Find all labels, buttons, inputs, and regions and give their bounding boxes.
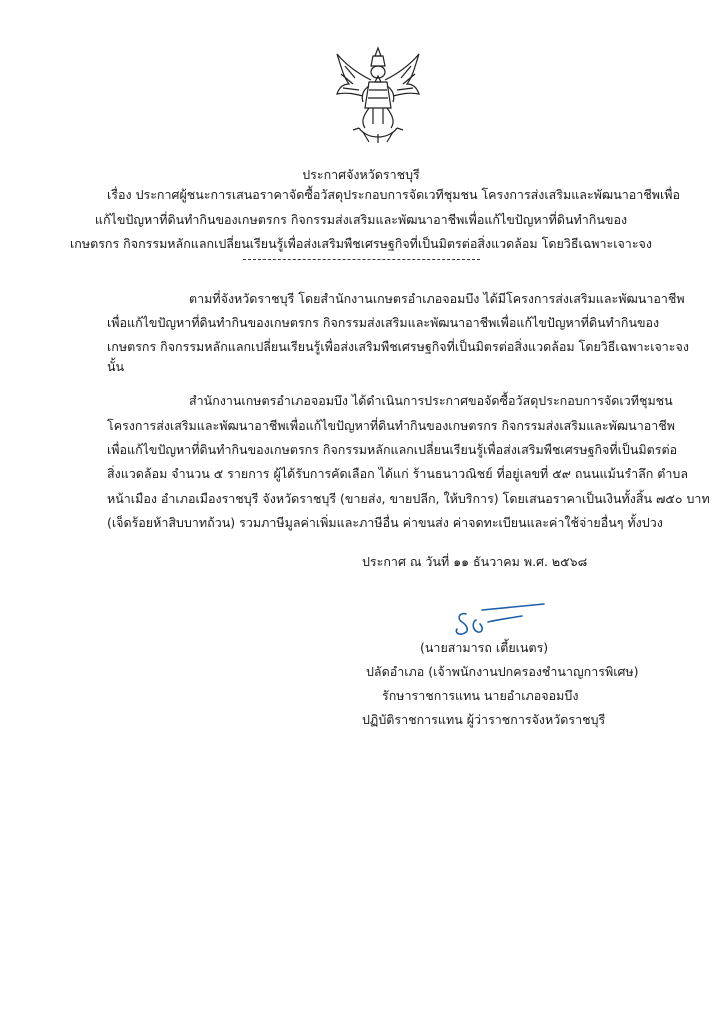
header-separator (243, 259, 480, 260)
signer-on-behalf: ปฏิบัติราชการแทน ผู้ว่าราชการจังหวัดราชบุรี (362, 712, 606, 727)
subject-line-1: เรื่อง ประกาศผู้ชนะการเสนอราคาจัดซื้อวัสดุประกอบการจัดเวทีชุมชน โครงการส่งเสริมและพัฒนาอาชีพเพื่อ (107, 187, 681, 202)
paragraph2-line-2: โครงการส่งเสริมและพัฒนาอาชีพเพื่อแก้ไขปัญหาที่ดินทำกินของเกษตรกร กิจกรรมส่งเสริมและพัฒนาอาชีพ (107, 418, 675, 433)
paragraph2-line-1: สำนักงานเกษตรอำเภอจอมบึง ได้ดำเนินการประกาศขอจัดซื้อวัสดุประกอบการจัดเวทีชุมชน (189, 393, 673, 408)
subject-line-2: แก้ไขปัญหาที่ดินทำกินของเกษตรกร กิจกรรมส่งเสริมและพัฒนาอาชีพเพื่อแก้ไขปัญหาที่ดินทำกินของ (94, 212, 628, 227)
garuda-emblem-icon (333, 44, 423, 144)
paragraph1-line-1: ตามที่จังหวัดราชบุรี โดยสำนักงานเกษตรอำเภอจอมบึง ได้มีโครงการส่งเสริมและพัฒนาอาชีพ (189, 291, 685, 306)
document-title: ประกาศจังหวัดราชบุรี (302, 167, 420, 182)
paragraph1-line-4: นั้น (107, 359, 125, 374)
paragraph2-line-6: (เจ็ดร้อยห้าสิบบาทถ้วน) รวมภาษีมูลค่าเพิ่มและภาษีอื่น ค่าขนส่ง ค่าจดทะเบียนและค่าใช้จ่ายอื่นๆ ทั้งปวง (107, 515, 663, 530)
signer-acting-role: รักษาราชการแทน นายอำเภอจอมบึง (382, 688, 579, 703)
paragraph1-line-2: เพื่อแก้ไขปัญหาที่ดินทำกินของเกษตรกร กิจกรรมส่งเสริมและพัฒนาอาชีพเพื่อแก้ไขปัญหาที่ดินทำกินของ (107, 315, 660, 330)
paragraph2-line-4: สิ่งแวดล้อม จำนวน ๕ รายการ ผู้ได้รับการคัดเลือก ได้แก่ ร้านธนาวณิชย์ ที่อยู่เลขที่ ๕๙ ถนนแม้นรำลึก ตำบล (107, 466, 689, 481)
paragraph1-line-3: เกษตรกร กิจกรรมหลักแลกเปลี่ยนเรียนรู้เพื่อส่งเสริมพืชเศรษฐกิจที่เป็นมิตรต่อสิ่งแวดล้อม โดยวิธีเฉพาะเจาะจง (107, 339, 689, 354)
signer-name: (นายสามารถ เตี้ยเนตร) (420, 640, 549, 655)
announcement-date: ประกาศ ณ วันที่ ๑๑ ธันวาคม พ.ศ. ๒๕๖๘ (362, 554, 588, 569)
handwritten-signature-icon (452, 602, 547, 642)
paragraph2-line-3: เพื่อแก้ไขปัญหาที่ดินทำกินของเกษตรกร กิจกรรมหลักแลกเปลี่ยนเรียนรู้เพื่อส่งเสริมพืชเศรษฐกิจที่เป็นมิตรต่อ (107, 442, 678, 457)
paragraph2-line-5: หน้าเมือง อำเภอเมืองราชบุรี จังหวัดราชบุรี (ขายส่ง, ขายปลีก, ให้บริการ) โดยเสนอราคาเป็นเงินทั้งสิ้น ๗๕๐ บาท (107, 491, 710, 506)
signer-position: ปลัดอำเภอ (เจ้าพนักงานปกครองชำนาญการพิเศษ) (366, 664, 639, 679)
subject-line-3: เกษตรกร กิจกรรมหลักแลกเปลี่ยนเรียนรู้เพื่อส่งเสริมพืชเศรษฐกิจที่เป็นมิตรต่อสิ่งแวดล้อม โดยวิธีเฉพาะเจาะจง (70, 236, 652, 251)
